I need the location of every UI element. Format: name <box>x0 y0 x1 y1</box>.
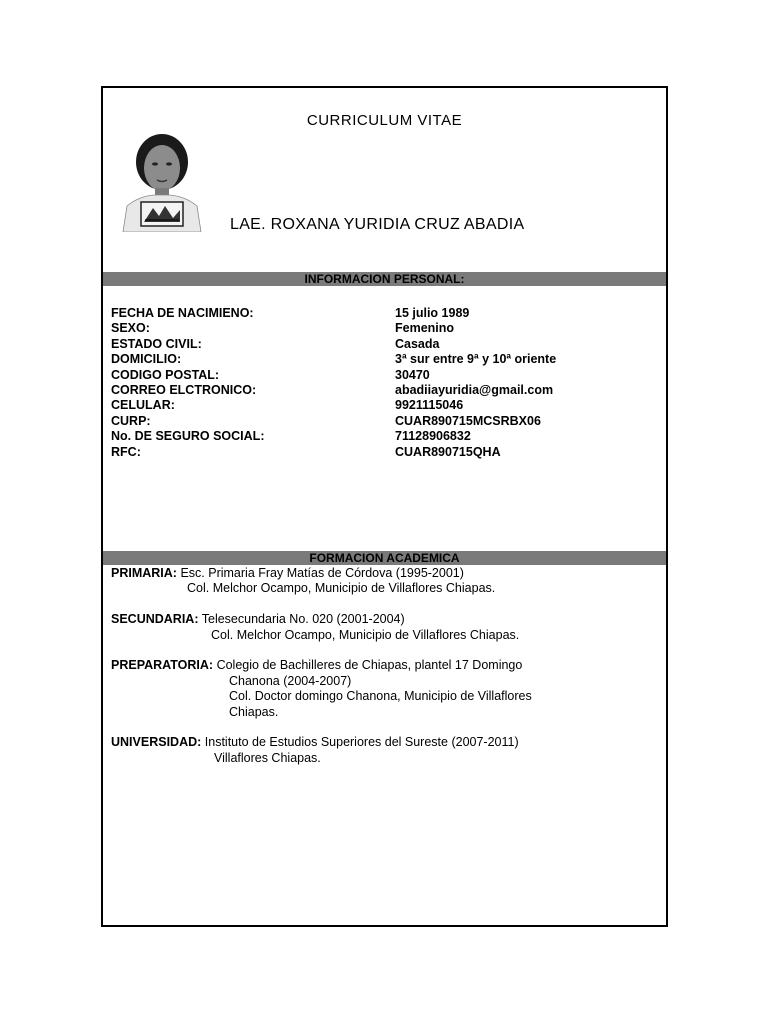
edu-label: PREPARATORIA: <box>111 658 214 673</box>
info-value: Femenino <box>395 321 455 336</box>
edu-text: Telesecundaria No. 020 (2001-2004) <box>201 612 405 627</box>
edu-text: Instituto de Estudios Superiores del Sureste (2007-2011) <box>204 735 519 750</box>
info-label: RFC: <box>111 444 141 459</box>
edu-preparatoria <box>111 658 656 673</box>
edu-text-line: Col. Doctor domingo Chanona, Municipio de Villaflores <box>229 689 532 704</box>
info-label: CELULAR: <box>111 398 175 413</box>
edu-universidad <box>111 735 656 750</box>
edu-label: PRIMARIA: <box>111 566 177 580</box>
education-list <box>111 566 656 766</box>
info-value: 15 julio 1989 <box>395 306 470 320</box>
section-header-personal: INFORMACION PERSONAL: <box>103 272 666 286</box>
info-label: SEXO: <box>111 321 150 336</box>
candidate-name: LAE. ROXANA YURIDIA CRUZ ABADIA <box>230 216 525 233</box>
edu-text-line: Col. Melchor Ocampo, Municipio de Villaflores Chiapas. <box>211 627 520 642</box>
info-label: DOMICILIO: <box>111 352 182 367</box>
info-value: 3ª sur entre 9ª y 10ª oriente <box>395 352 557 367</box>
section-header-academic: FORMACION ACADEMICA <box>103 551 666 565</box>
edu-label: UNIVERSIDAD: <box>111 735 202 750</box>
info-value: 9921115046 <box>395 398 464 413</box>
info-label: FECHA DE NACIMIENO: <box>111 306 254 320</box>
info-label: CURP: <box>111 413 151 428</box>
info-value: CUAR890715QHA <box>395 444 501 459</box>
page-title: CURRICULUM VITAE <box>306 112 463 129</box>
info-value: Casada <box>395 336 440 351</box>
profile-photo <box>119 132 205 232</box>
info-label: ESTADO CIVIL: <box>111 336 202 351</box>
edu-secundaria <box>111 612 656 627</box>
info-value: CUAR890715MCSRBX06 <box>395 413 541 428</box>
info-value: 30470 <box>395 367 430 382</box>
info-label: CORREO ELCTRONICO: <box>111 382 257 397</box>
edu-text: Colegio de Bachilleres de Chiapas, plantel 17 Domingo <box>216 658 523 673</box>
edu-primaria <box>111 566 656 581</box>
edu-text: Esc. Primaria Fray Matías de Córdova (1995-2001) <box>180 566 464 580</box>
edu-text-line: Villaflores Chiapas. <box>214 750 321 765</box>
info-label: CODIGO POSTAL: <box>111 367 220 382</box>
info-value: 71128906832 <box>395 429 471 444</box>
edu-text-line: Chanona (2004-2007) <box>229 673 352 688</box>
edu-text-line: Col. Melchor Ocampo, Municipio de Villaflores Chiapas. <box>187 581 496 596</box>
cv-page <box>101 86 668 927</box>
edu-label: SECUNDARIA: <box>111 612 199 627</box>
edu-text-line: Chiapas. <box>229 704 279 719</box>
info-label: No. DE SEGURO SOCIAL: <box>111 429 265 444</box>
info-value: abadiiayuridia@gmail.com <box>395 382 554 397</box>
